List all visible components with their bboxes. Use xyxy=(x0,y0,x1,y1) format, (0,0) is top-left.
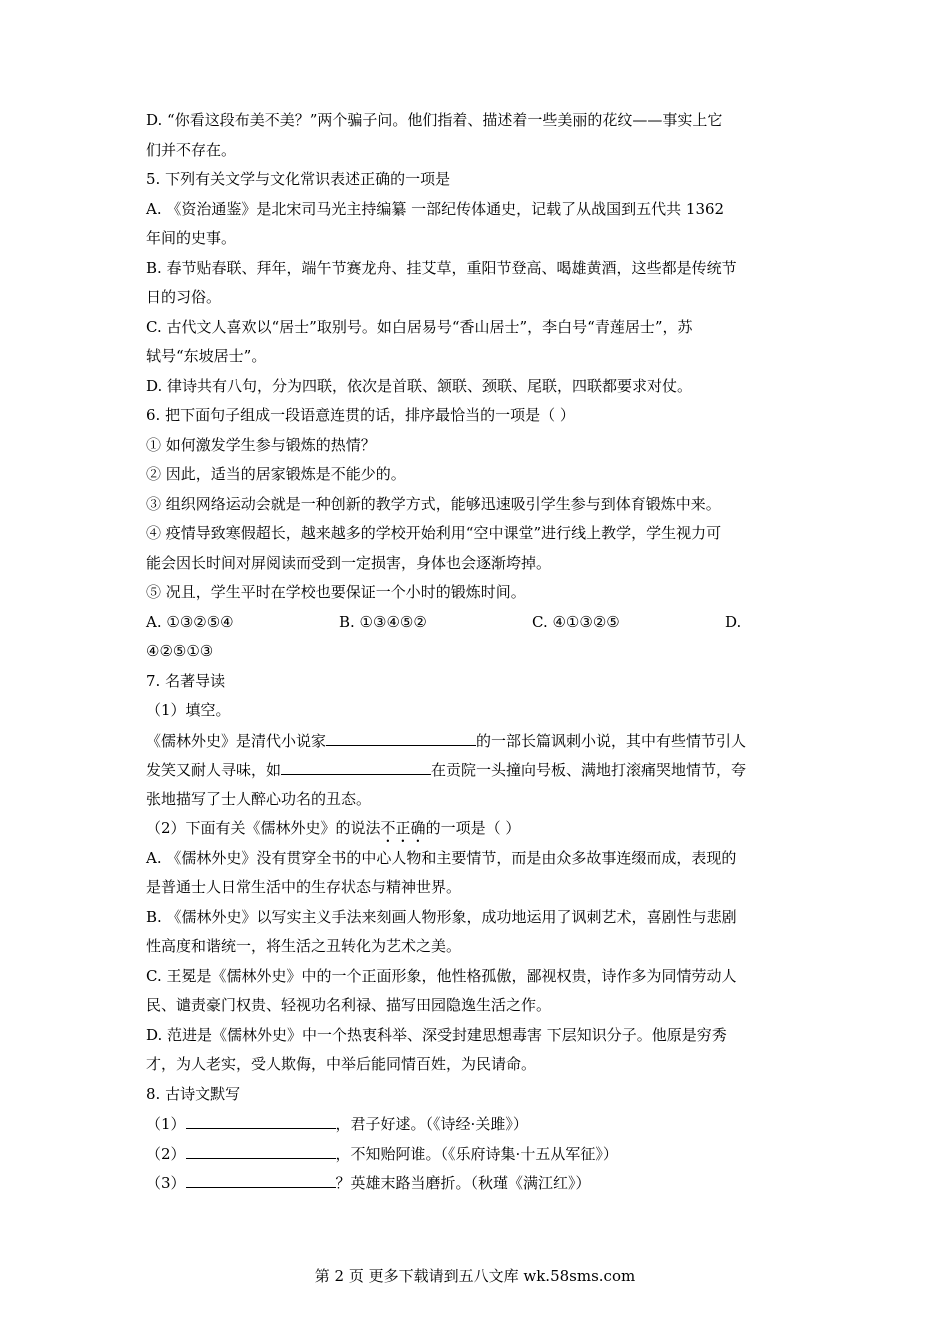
q4-option-d-line2: 们并不存在。 xyxy=(146,140,237,159)
q6-sentence-5: ⑤ 况且，学生平时在学校也要保证一个小时的锻炼时间。 xyxy=(146,583,526,601)
q6-option-b: B. ①③④⑤② xyxy=(339,612,427,631)
q6-sentence-4-line2: 能会因长时间对屏阅读而受到一定损害，身体也会逐渐垮掉。 xyxy=(146,553,552,572)
q8-item-2: （2） ，不知贻阿谁。（《乐府诗集·十五从军征》） xyxy=(146,1144,618,1163)
q7-option-b-line2: 性高度和谐统一，将生活之丑转化为艺术之美。 xyxy=(146,937,462,955)
q5-option-c-line2: 轼号“东坡居士”。 xyxy=(146,347,267,365)
fill-blank xyxy=(186,1113,336,1129)
q7-option-d-line2: 才，为人老实，受人欺侮，中举后能同情百姓，为民请命。 xyxy=(146,1055,537,1073)
q6-sentence-1: ① 如何激发学生参与锻炼的热情？ xyxy=(146,435,376,454)
q7-option-a-line1: A. 《儒林外史》没有贯穿全书的中心人物和主要情节，而是由众多故事连缀而成，表现的 xyxy=(146,848,737,867)
q7-part-2-title: （2）下面有关《儒林外史》的说法不正确的一项是（ ） xyxy=(146,819,521,837)
q6-option-c: C. ④①③②⑤ xyxy=(532,612,620,631)
q7-fill-line2: 发笑又耐人寻味，如 在贡院一头撞向号板、满地打滚痛哭地情节，夸 xyxy=(146,761,747,779)
emphasis-not-correct: 不正确 xyxy=(380,819,426,837)
fill-blank xyxy=(186,1172,336,1188)
q7-part-1-title: （1）填空。 xyxy=(146,701,231,719)
q6-options-row xyxy=(146,612,808,632)
q6-option-a: A. ①③②⑤④ xyxy=(146,612,234,631)
fill-blank xyxy=(186,1143,336,1159)
q6-sentence-3: ③ 组织网络运动会就是一种创新的教学方式，能够迅速吸引学生参与到体育锻炼中来。 xyxy=(146,494,721,513)
document-body xyxy=(146,110,808,1192)
q7-fill-line3: 张地描写了士人醉心功名的丑态。 xyxy=(146,789,372,808)
q6-option-d-value: ④②⑤①③ xyxy=(146,642,214,660)
q7-option-c-line1: C. 王冕是《儒林外史》中的一个正面形象，他性格孤傲，鄙视权贵，诗作多为同情劳动人 xyxy=(146,966,737,985)
q7-option-b-line1: B. 《儒林外史》以写实主义手法来刻画人物形象，成功地运用了讽刺艺术，喜剧性与悲剧 xyxy=(146,907,737,926)
q7-option-a-line2: 是普通士人日常生活中的生存状态与精神世界。 xyxy=(146,878,462,896)
q6-sentence-2: ② 因此，适当的居家锻炼是不能少的。 xyxy=(146,465,406,483)
q5-option-c-line1: C. 古代文人喜欢以“居士”取别号。如白居易号“香山居士”，李白号“青莲居士”，苏 xyxy=(146,317,693,336)
q5-option-a-line2: 年间的史事。 xyxy=(146,229,237,247)
q5-option-b-line2: 日的习俗。 xyxy=(146,288,222,306)
q5-option-b-line1: B. 春节贴春联、拜年，端午节赛龙舟、挂艾草，重阳节登高、喝雄黄酒，这些都是传统节 xyxy=(146,258,737,277)
question-7-title: 7. 名著导读 xyxy=(146,671,226,690)
q7-option-c-line2: 民、谴责豪门权贵、轻视功名利禄、描写田园隐逸生活之作。 xyxy=(146,996,552,1014)
q8-item-3: （3） ？英雄末路当磨折。（秋瑾《满江红》） xyxy=(146,1174,591,1192)
fill-blank xyxy=(326,730,476,746)
q8-item-1: （1） ，君子好逑。（《诗经·关雎》） xyxy=(146,1115,528,1133)
q7-option-d-line1: D. 范进是《儒林外史》中一个热衷科举、深受封建思想毒害 下层知识分子。他原是穷秀 xyxy=(146,1025,727,1044)
question-6-title: 6. 把下面句子组成一段语意连贯的话，排序最恰当的一项是（ ） xyxy=(146,406,575,424)
q6-option-d-label: D. xyxy=(725,612,742,631)
question-8-title: 8. 古诗文默写 xyxy=(146,1084,241,1103)
q5-option-d: D. 律诗共有八句，分为四联，依次是首联、颔联、颈联、尾联，四联都要求对仗。 xyxy=(146,376,693,395)
fill-blank xyxy=(281,759,431,775)
q4-option-d-line1: D. “你看这段布美不美？”两个骗子问。他们指着、描述着一些美丽的花纹——事实上它 xyxy=(146,111,723,129)
q7-fill-line1: 《儒林外史》是清代小说家 的一部长篇讽刺小说，其中有些情节引人 xyxy=(146,731,747,750)
q6-sentence-4-line1: ④ 疫情导致寒假超长，越来越多的学校开始利用“空中课堂”进行线上教学，学生视力可 xyxy=(146,524,722,542)
page-footer: 第 2 页 更多下载请到五八文库 wk.58sms.com xyxy=(314,1267,636,1285)
question-5-title: 5. 下列有关文学与文化常识表述正确的一项是 xyxy=(146,170,451,188)
q5-option-a-line1: A. 《资治通鉴》是北宋司马光主持编纂 一部纪传体通史，记载了从战国到五代共 1362 xyxy=(146,199,725,218)
